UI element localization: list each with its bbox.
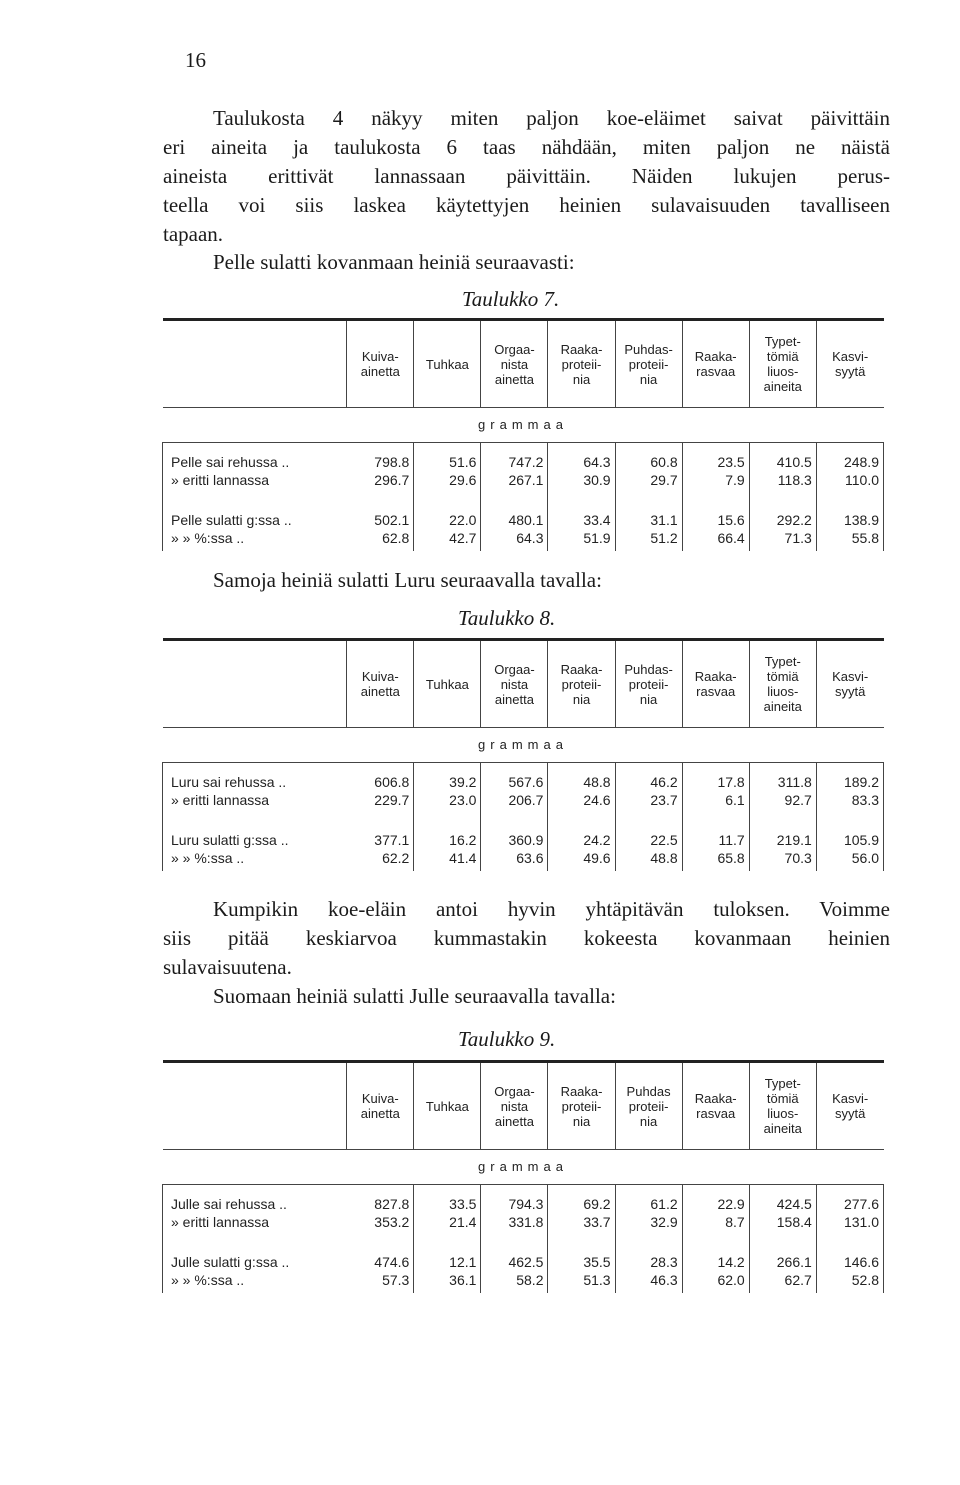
- header-line: Orgaa-: [494, 661, 535, 677]
- table-row: [163, 1231, 884, 1271]
- cell-value: 48.8: [548, 763, 615, 792]
- cell-value: 277.6: [816, 1185, 883, 1214]
- text-line: siis pitää keskiarvoa kummastakin kokeesta kovanmaan heinien: [163, 926, 890, 950]
- row-label: Pelle sulatti g:ssa ..: [163, 489, 347, 529]
- table-7-caption: Taulukko 7.: [462, 287, 560, 311]
- header-line: nia: [639, 691, 658, 707]
- row-label: Julle sai rehussa ..: [163, 1185, 347, 1214]
- cell-value: 827.8: [347, 1185, 414, 1214]
- cell-value: 31.1: [615, 489, 682, 529]
- header-line: proteii-: [561, 1098, 602, 1114]
- table-row: [163, 791, 884, 809]
- header-line: syytä: [834, 1106, 866, 1121]
- row-label: » » %:ssa ..: [163, 849, 347, 871]
- cell-value: 71.3: [749, 529, 816, 551]
- cell-value: 64.3: [481, 529, 548, 551]
- cell-value: 248.9: [816, 443, 883, 472]
- cell-value: 39.2: [414, 763, 481, 792]
- cell-value: 62.8: [347, 529, 414, 551]
- cell-value: 92.7: [749, 791, 816, 809]
- cell-value: 296.7: [347, 471, 414, 489]
- text-line: Kumpikin koe-eläin antoi hyvin yhtäpitävän tuloksen. Voimme: [213, 897, 890, 921]
- paragraph-julle: [163, 982, 890, 1011]
- column-header: [816, 320, 883, 408]
- column-header: [548, 1062, 615, 1150]
- header-line: Typet-: [764, 654, 801, 669]
- column-header: [615, 640, 682, 728]
- row-label: » eritti lannassa: [163, 471, 347, 489]
- header-line: nia: [639, 371, 658, 387]
- table-row: [163, 1271, 884, 1293]
- header-line: Typet-: [764, 1076, 801, 1091]
- cell-value: 311.8: [749, 763, 816, 792]
- table-8-caption: Taulukko 8.: [458, 606, 556, 630]
- cell-value: 189.2: [816, 763, 883, 792]
- page-number: 16: [185, 48, 206, 72]
- cell-value: 41.4: [414, 849, 481, 871]
- cell-value: 70.3: [749, 849, 816, 871]
- cell-value: 377.1: [347, 809, 414, 849]
- cell-value: 798.8: [347, 443, 414, 472]
- header-line: Orgaa-: [494, 341, 535, 357]
- header-line: nista: [500, 676, 529, 692]
- header-line: liuos-: [767, 364, 799, 379]
- cell-value: 267.1: [481, 471, 548, 489]
- cell-value: 64.3: [548, 443, 615, 472]
- column-header: [548, 320, 615, 408]
- cell-value: 48.8: [615, 849, 682, 871]
- header-line: Puhdas-: [624, 341, 673, 357]
- header-line: Kasvi-: [832, 669, 869, 684]
- cell-value: 502.1: [347, 489, 414, 529]
- header-line: nia: [572, 371, 591, 387]
- header-line: rasvaa: [696, 364, 736, 379]
- cell-value: 794.3: [481, 1185, 548, 1214]
- cell-value: 66.4: [682, 529, 749, 551]
- cell-value: 33.7: [548, 1213, 615, 1231]
- table-row: [163, 443, 884, 472]
- cell-value: 57.3: [347, 1271, 414, 1293]
- cell-value: 51.9: [548, 529, 615, 551]
- cell-value: 51.3: [548, 1271, 615, 1293]
- table-row: [163, 471, 884, 489]
- table-row: [163, 763, 884, 792]
- header-line: ainetta: [360, 1106, 400, 1121]
- header-line: syytä: [834, 684, 866, 699]
- header-line: proteii-: [628, 356, 669, 372]
- cell-value: 360.9: [481, 809, 548, 849]
- cell-value: 23.5: [682, 443, 749, 472]
- table-row: [163, 1185, 884, 1214]
- cell-value: 30.9: [548, 471, 615, 489]
- column-header: [749, 640, 816, 728]
- row-label: Luru sulatti g:ssa ..: [163, 809, 347, 849]
- header-line: Raaka-: [560, 341, 603, 357]
- column-header: [682, 320, 749, 408]
- cell-value: 62.0: [682, 1271, 749, 1293]
- header-line: Tuhkaa: [425, 1098, 469, 1114]
- cell-value: 65.8: [682, 849, 749, 871]
- cell-value: 110.0: [816, 471, 883, 489]
- cell-value: 462.5: [481, 1231, 548, 1271]
- column-header: [749, 320, 816, 408]
- header-line: proteii-: [561, 356, 602, 372]
- cell-value: 24.2: [548, 809, 615, 849]
- cell-value: 118.3: [749, 471, 816, 489]
- column-header: [615, 320, 682, 408]
- text-line: eri aineita ja taulukosta 6 taas nähdään, miten paljon ne näistä: [163, 135, 890, 159]
- text-line: tapaan.: [163, 222, 224, 246]
- column-header: [347, 320, 414, 408]
- header-line: Kasvi-: [832, 1091, 869, 1106]
- cell-value: 29.7: [615, 471, 682, 489]
- column-header: [481, 1062, 548, 1150]
- table-7: [162, 318, 884, 551]
- cell-value: 14.2: [682, 1231, 749, 1271]
- cell-value: 32.9: [615, 1213, 682, 1231]
- cell-value: 21.4: [414, 1213, 481, 1231]
- cell-value: 353.2: [347, 1213, 414, 1231]
- header-line: Puhdas-: [624, 661, 673, 677]
- header-line: Kuiva-: [361, 1091, 399, 1106]
- header-line: Raaka-: [694, 349, 737, 364]
- header-line: Typet-: [764, 334, 801, 349]
- paragraph-pelle: [163, 248, 890, 277]
- row-label: Luru sai rehussa ..: [163, 763, 347, 792]
- cell-value: 747.2: [481, 443, 548, 472]
- table-row: [163, 489, 884, 529]
- table-row: [163, 529, 884, 551]
- cell-value: 22.9: [682, 1185, 749, 1214]
- row-label: Pelle sai rehussa ..: [163, 443, 347, 472]
- cell-value: 7.9: [682, 471, 749, 489]
- cell-value: 36.1: [414, 1271, 481, 1293]
- header-line: nia: [572, 691, 591, 707]
- header-line: aineita: [763, 1121, 802, 1136]
- paragraph-intro: [163, 104, 890, 249]
- column-header: [414, 640, 481, 728]
- cell-value: 42.7: [414, 529, 481, 551]
- unit-label: grammaa: [163, 728, 884, 763]
- cell-value: 29.6: [414, 471, 481, 489]
- cell-value: 292.2: [749, 489, 816, 529]
- header-line: nia: [639, 1113, 658, 1129]
- cell-value: 49.6: [548, 849, 615, 871]
- stub-header: [163, 1062, 347, 1150]
- cell-value: 146.6: [816, 1231, 883, 1271]
- column-header: [682, 640, 749, 728]
- cell-value: 83.3: [816, 791, 883, 809]
- cell-value: 63.6: [481, 849, 548, 871]
- table-8: [162, 638, 884, 871]
- cell-value: 51.6: [414, 443, 481, 472]
- header-line: ainetta: [360, 364, 400, 379]
- text-line: aineista erittivät lannassaan päivittäin. Näiden lukujen perus-: [163, 164, 890, 188]
- cell-value: 35.5: [548, 1231, 615, 1271]
- cell-value: 138.9: [816, 489, 883, 529]
- header-line: Tuhkaa: [425, 356, 469, 372]
- row-label: » » %:ssa ..: [163, 1271, 347, 1293]
- cell-value: 61.2: [615, 1185, 682, 1214]
- header-line: syytä: [834, 364, 866, 379]
- header-line: aineita: [763, 699, 802, 714]
- cell-value: 474.6: [347, 1231, 414, 1271]
- column-header: [347, 640, 414, 728]
- header-line: rasvaa: [696, 1106, 736, 1121]
- cell-value: 23.7: [615, 791, 682, 809]
- cell-value: 55.8: [816, 529, 883, 551]
- cell-value: 229.7: [347, 791, 414, 809]
- cell-value: 51.2: [615, 529, 682, 551]
- cell-value: 58.2: [481, 1271, 548, 1293]
- cell-value: 424.5: [749, 1185, 816, 1214]
- cell-value: 62.2: [347, 849, 414, 871]
- table-9-caption: Taulukko 9.: [458, 1027, 556, 1051]
- row-label: » » %:ssa ..: [163, 529, 347, 551]
- cell-value: 410.5: [749, 443, 816, 472]
- cell-value: 8.7: [682, 1213, 749, 1231]
- column-header: [816, 1062, 883, 1150]
- text-line: Suomaan heiniä sulatti Julle seuraavalla tavalla:: [213, 984, 616, 1008]
- column-header: [682, 1062, 749, 1150]
- column-header: [615, 1062, 682, 1150]
- stub-header: [163, 320, 347, 408]
- header-line: Raaka-: [560, 1083, 603, 1099]
- stub-header: [163, 640, 347, 728]
- header-line: ainetta: [494, 371, 534, 387]
- cell-value: 6.1: [682, 791, 749, 809]
- header-line: nia: [572, 1113, 591, 1129]
- unit-label: grammaa: [163, 408, 884, 443]
- header-line: Tuhkaa: [425, 676, 469, 692]
- cell-value: 266.1: [749, 1231, 816, 1271]
- text-line: Taulukosta 4 näkyy miten paljon koe-eläimet saivat päivittäin: [213, 106, 890, 130]
- header-line: rasvaa: [696, 684, 736, 699]
- text-line: teella voi siis laskea käytettyjen heinien sulavaisuuden tavalliseen: [163, 193, 890, 217]
- cell-value: 52.8: [816, 1271, 883, 1293]
- header-line: ainetta: [494, 691, 534, 707]
- header-line: tömiä: [766, 1091, 799, 1106]
- cell-value: 105.9: [816, 809, 883, 849]
- cell-value: 33.5: [414, 1185, 481, 1214]
- header-line: aineita: [763, 379, 802, 394]
- row-label: » eritti lannassa: [163, 791, 347, 809]
- table-row: [163, 1213, 884, 1231]
- column-header: [548, 640, 615, 728]
- text-line: Samoja heiniä sulatti Luru seuraavalla tavalla:: [213, 568, 602, 592]
- table-row: [163, 849, 884, 871]
- header-line: Raaka-: [694, 669, 737, 684]
- header-line: proteii-: [561, 676, 602, 692]
- header-line: proteii-: [628, 1098, 669, 1114]
- header-line: Kuiva-: [361, 669, 399, 684]
- cell-value: 33.4: [548, 489, 615, 529]
- header-line: nista: [500, 1098, 529, 1114]
- text-line: sulavaisuutena.: [163, 955, 292, 979]
- column-header: [414, 320, 481, 408]
- cell-value: 567.6: [481, 763, 548, 792]
- row-label: Julle sulatti g:ssa ..: [163, 1231, 347, 1271]
- cell-value: 62.7: [749, 1271, 816, 1293]
- header-line: nista: [500, 356, 529, 372]
- column-header: [414, 1062, 481, 1150]
- paragraph-luru: [163, 566, 890, 595]
- column-header: [481, 640, 548, 728]
- column-header: [749, 1062, 816, 1150]
- cell-value: 206.7: [481, 791, 548, 809]
- cell-value: 12.1: [414, 1231, 481, 1271]
- cell-value: 11.7: [682, 809, 749, 849]
- header-line: Orgaa-: [494, 1083, 535, 1099]
- header-line: liuos-: [767, 684, 799, 699]
- column-header: [347, 1062, 414, 1150]
- cell-value: 28.3: [615, 1231, 682, 1271]
- column-header: [816, 640, 883, 728]
- table-9: [162, 1060, 884, 1293]
- cell-value: 22.0: [414, 489, 481, 529]
- header-line: Raaka-: [694, 1091, 737, 1106]
- header-line: ainetta: [360, 684, 400, 699]
- paragraph-result: [163, 895, 890, 982]
- cell-value: 69.2: [548, 1185, 615, 1214]
- cell-value: 46.2: [615, 763, 682, 792]
- header-line: Puhdas: [626, 1083, 671, 1099]
- cell-value: 331.8: [481, 1213, 548, 1231]
- header-line: proteii-: [628, 676, 669, 692]
- cell-value: 23.0: [414, 791, 481, 809]
- unit-label: grammaa: [163, 1150, 884, 1185]
- header-line: Raaka-: [560, 661, 603, 677]
- header-line: tömiä: [766, 349, 799, 364]
- cell-value: 16.2: [414, 809, 481, 849]
- cell-value: 606.8: [347, 763, 414, 792]
- cell-value: 22.5: [615, 809, 682, 849]
- table-row: [163, 809, 884, 849]
- header-line: Kasvi-: [832, 349, 869, 364]
- row-label: » eritti lannassa: [163, 1213, 347, 1231]
- cell-value: 219.1: [749, 809, 816, 849]
- header-line: Kuiva-: [361, 349, 399, 364]
- cell-value: 131.0: [816, 1213, 883, 1231]
- text-line: Pelle sulatti kovanmaan heiniä seuraavasti:: [213, 250, 575, 274]
- cell-value: 56.0: [816, 849, 883, 871]
- cell-value: 24.6: [548, 791, 615, 809]
- cell-value: 15.6: [682, 489, 749, 529]
- cell-value: 46.3: [615, 1271, 682, 1293]
- header-line: liuos-: [767, 1106, 799, 1121]
- cell-value: 480.1: [481, 489, 548, 529]
- header-line: tömiä: [766, 669, 799, 684]
- cell-value: 158.4: [749, 1213, 816, 1231]
- cell-value: 17.8: [682, 763, 749, 792]
- cell-value: 60.8: [615, 443, 682, 472]
- column-header: [481, 320, 548, 408]
- header-line: ainetta: [494, 1113, 534, 1129]
